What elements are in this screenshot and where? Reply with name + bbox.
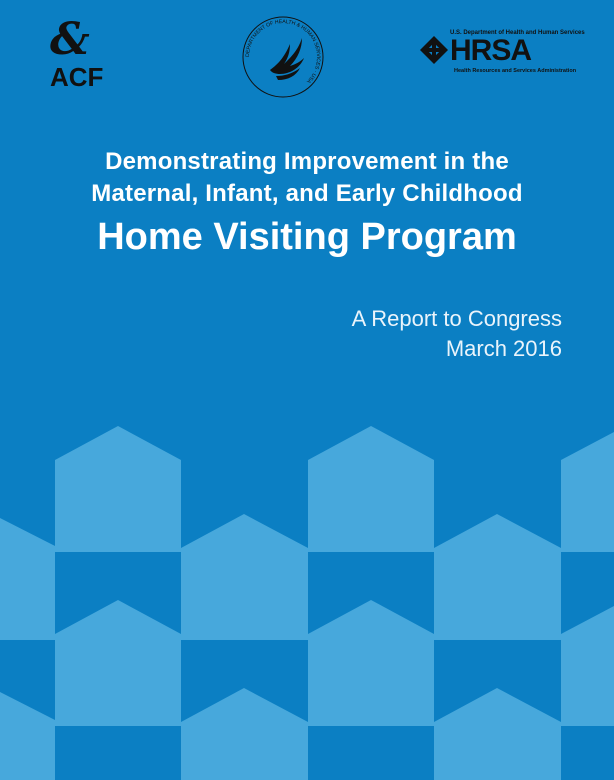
hrsa-subtitle: Health Resources and Services Administration <box>454 68 577 74</box>
hhs-eagle-icon <box>240 14 326 100</box>
report-subtitle <box>352 304 562 364</box>
title-block <box>0 146 614 262</box>
hhs-seal <box>240 14 326 100</box>
acf-wordmark: ACF <box>50 62 104 92</box>
report-line: A Report to Congress <box>351 306 562 331</box>
report-date: March 2016 <box>445 336 562 361</box>
hrsa-logo <box>420 30 585 80</box>
main-title: Home Visiting Program <box>97 216 517 258</box>
acf-logo <box>50 14 110 92</box>
house-pattern <box>0 420 614 780</box>
hrsa-wordmark: HRSA <box>450 34 532 67</box>
title-line-1: Demonstrating Improvement in the <box>105 148 509 175</box>
hhs-seal-ring-text: DEPARTMENT OF HEALTH & HUMAN SERVICES · USA <box>244 18 322 85</box>
hrsa-department-text: U.S. Department of Health and Human Services <box>450 30 585 36</box>
title-line-2: Maternal, Infant, and Early Childhood <box>91 180 523 207</box>
logo-bar <box>0 0 614 120</box>
acf-ampersand-icon: & <box>50 14 90 65</box>
hrsa-diamond-icon <box>420 36 448 64</box>
